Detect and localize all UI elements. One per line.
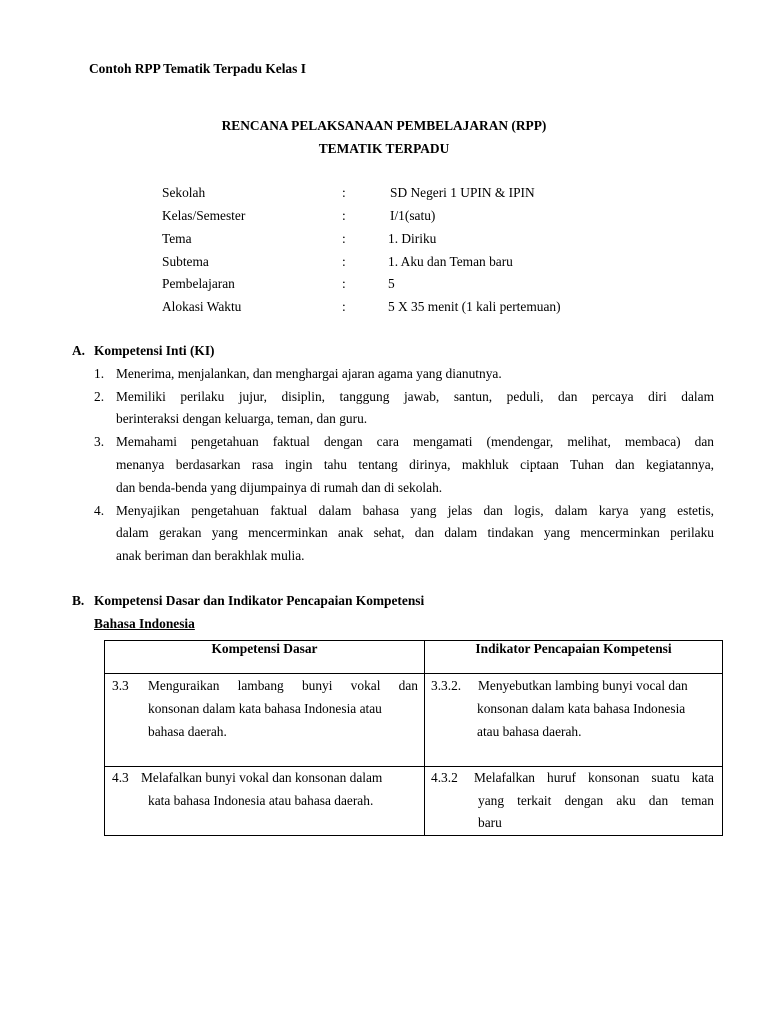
identity-row-tema bbox=[0, 229, 768, 249]
identity-separator: : bbox=[342, 185, 346, 200]
identity-label: Kelas/Semester bbox=[162, 208, 246, 223]
ipk-text-line: Melafalkan huruf konsonan suatu kata bbox=[474, 770, 714, 785]
identity-label: Pembelajaran bbox=[162, 276, 235, 291]
ki-item-line: Memiliki perilaku jujur, disiplin, tanggung jawab, santun, peduli, dan percaya diri dalam bbox=[116, 389, 714, 404]
ki-item-number: 3. bbox=[94, 434, 105, 449]
identity-separator: : bbox=[342, 208, 346, 223]
ki-item-line: Menerima, menjalankan, dan menghargai ajaran agama yang dianutnya. bbox=[116, 366, 502, 381]
identity-label: Tema bbox=[162, 231, 192, 246]
identity-row-kelas bbox=[0, 206, 768, 226]
ki-item-line: dalam gerakan yang mencerminkan anak sehat, dan dalam tindakan yang mencerminkan perilaku bbox=[116, 525, 714, 540]
table-header-row bbox=[105, 641, 723, 674]
table-row bbox=[105, 674, 723, 767]
header-title: Contoh RPP Tematik Terpadu Kelas I bbox=[89, 61, 306, 76]
section-a-title: Kompetensi Inti (KI) bbox=[94, 343, 215, 358]
ki-item-line: dan benda-benda yang dijumpainya di rumah dan di sekolah. bbox=[116, 480, 443, 495]
ipk-cell bbox=[425, 767, 723, 836]
kd-number: 4.3 bbox=[112, 770, 129, 785]
ki-item-number: 4. bbox=[94, 503, 105, 518]
identity-separator: : bbox=[342, 231, 346, 246]
identity-label: Alokasi Waktu bbox=[162, 299, 242, 314]
identity-value: SD Negeri 1 UPIN & IPIN bbox=[390, 185, 535, 200]
identity-value: I/1(satu) bbox=[390, 208, 436, 223]
ki-item-line: anak beriman dan berakhlak mulia. bbox=[116, 548, 305, 563]
kd-text-line: Melafalkan bunyi vokal dan konsonan dalam bbox=[141, 770, 383, 785]
ki-item-number: 1. bbox=[94, 366, 105, 381]
ki-item-line: Menyajikan pengetahuan faktual dalam bahasa yang jelas dan logis, dalam karya yang estetis, bbox=[116, 503, 714, 518]
kd-text-line: Menguraikan lambang bunyi vokal dan bbox=[148, 678, 418, 693]
ki-item-line: berinteraksi dengan keluarga, teman, dan guru. bbox=[116, 411, 368, 426]
identity-label: Sekolah bbox=[162, 185, 206, 200]
ipk-text-line: Menyebutkan lambing bunyi vocal dan bbox=[478, 678, 688, 693]
identity-row-alokasi bbox=[0, 297, 768, 317]
ipk-text-line: baru bbox=[478, 815, 502, 830]
ipk-text-line: yang terkait dengan aku dan teman bbox=[478, 793, 714, 808]
identity-row-pembelajaran bbox=[0, 274, 768, 294]
identity-value: 5 X 35 menit (1 kali pertemuan) bbox=[388, 299, 561, 314]
ipk-text-line: konsonan dalam kata bahasa Indonesia bbox=[477, 701, 686, 716]
identity-row-sekolah bbox=[0, 183, 768, 203]
table-header-ipk: Indikator Pencapaian Kompetensi bbox=[425, 641, 723, 674]
table-header-kd: Kompetensi Dasar bbox=[105, 641, 425, 674]
identity-separator: : bbox=[342, 276, 346, 291]
kd-cell bbox=[105, 674, 425, 767]
identity-separator: : bbox=[342, 299, 346, 314]
ipk-number: 4.3.2 bbox=[431, 770, 458, 785]
document-subtitle: TEMATIK TERPADU bbox=[318, 141, 450, 156]
identity-value: 1. Aku dan Teman baru bbox=[388, 254, 513, 269]
table-row bbox=[105, 767, 723, 836]
section-a-label: A. bbox=[72, 343, 86, 358]
ki-item-line: Memahami pengetahuan faktual dengan cara mengamati (mendengar, melihat, membaca) dan bbox=[116, 434, 714, 449]
kd-text-line: kata bahasa Indonesia atau bahasa daerah. bbox=[148, 793, 374, 808]
ipk-text-line: atau bahasa daerah. bbox=[477, 724, 582, 739]
identity-value: 5 bbox=[388, 276, 395, 291]
kd-number: 3.3 bbox=[112, 678, 129, 693]
identity-row-subtema bbox=[0, 252, 768, 272]
ipk-cell bbox=[425, 674, 723, 767]
ipk-number: 3.3.2. bbox=[431, 678, 462, 693]
kd-cell bbox=[105, 767, 425, 836]
ki-item-line: menanya berdasarkan rasa ingin tahu tentang dirinya, makhluk ciptaan Tuhan dan kegiatannya, bbox=[116, 457, 714, 472]
document-title: RENCANA PELAKSANAAN PEMBELAJARAN (RPP) bbox=[221, 118, 547, 133]
subject-heading: Bahasa Indonesia bbox=[94, 616, 195, 631]
section-b-title: Kompetensi Dasar dan Indikator Pencapaian Kompetensi bbox=[94, 593, 425, 608]
ki-item-number: 2. bbox=[94, 389, 105, 404]
identity-label: Subtema bbox=[162, 254, 209, 269]
kd-text-line: konsonan dalam kata bahasa Indonesia atau bbox=[148, 701, 382, 716]
identity-value: 1. Diriku bbox=[388, 231, 437, 246]
competency-table bbox=[104, 640, 723, 836]
identity-separator: : bbox=[342, 254, 346, 269]
kd-text-line: bahasa daerah. bbox=[148, 724, 227, 739]
section-b-label: B. bbox=[72, 593, 85, 608]
